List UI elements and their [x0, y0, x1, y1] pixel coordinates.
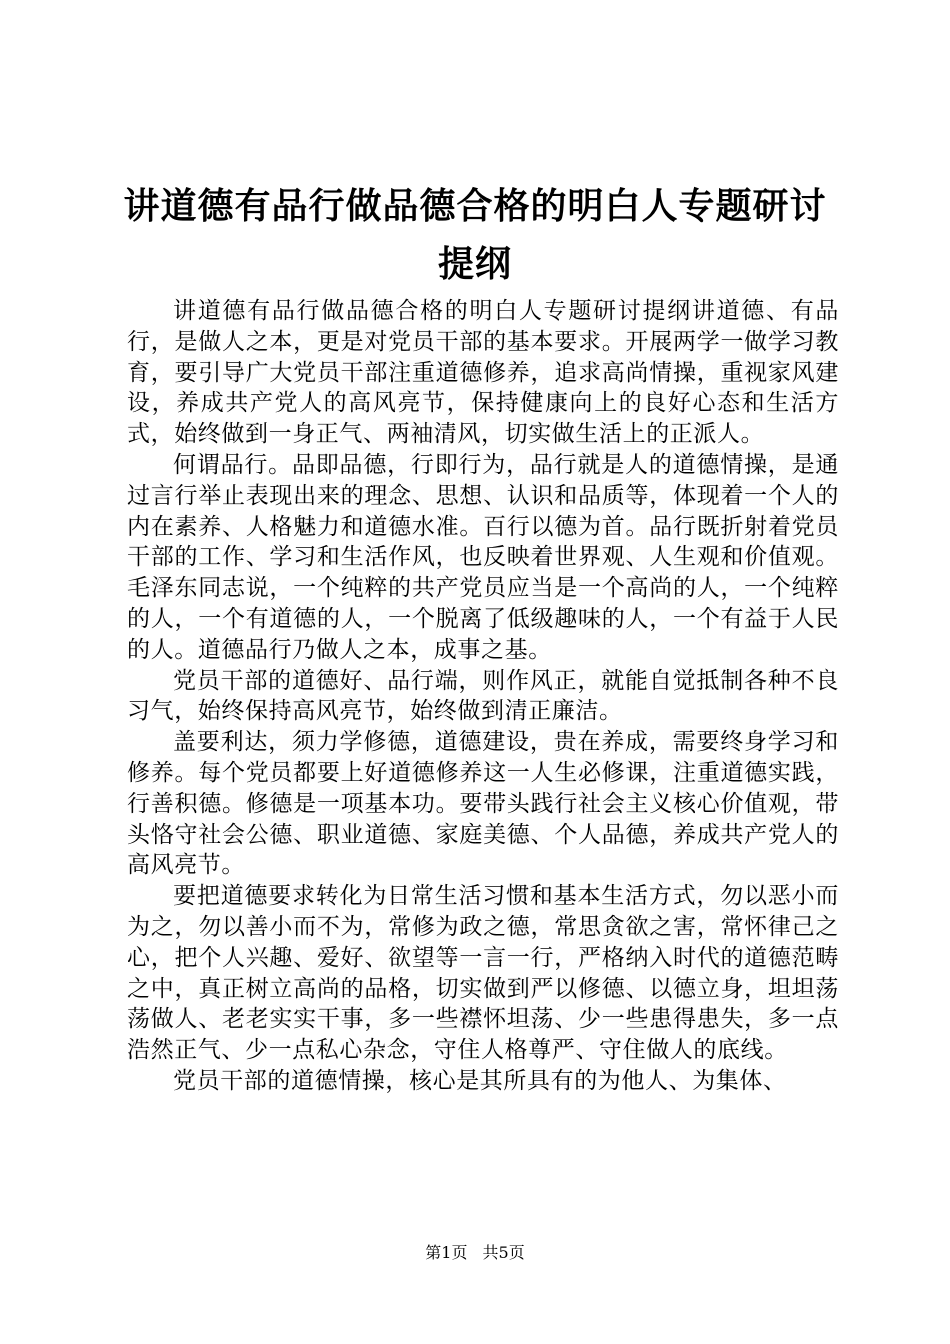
paragraph: 要把道德要求转化为日常生活习惯和基本生活方式，勿以恶小而为之，勿以善小而不为，常修为政之德，常思贪欲之害，常怀律己之心，把个人兴趣、爱好、欲望等一言一行，严格纳入时代的道德范畴之中，真正树立高尚的品格，切实做到严以修德、以德立身，坦坦荡荡做人、老老实实干事，多一些襟怀坦荡、少一些患得患失，多一点浩然正气、少一点私心杂念，守住人格尊严、守住做人的底线。 [127, 883, 839, 1064]
page-total: 共5页 [482, 1243, 525, 1262]
paragraph: 盖要利达，须力学修德，道德建设，贵在养成，需要终身学习和修养。每个党员都要上好道德修养这一人生必修课，注重道德实践，行善积德。修德是一项基本功。要带头践行社会主义核心价值观，带头恪守社会公德、职业道德、家庭美德、个人品德，养成共产党人的高风亮节。 [127, 729, 839, 879]
document-body [127, 296, 839, 1097]
paragraph: 讲道德有品行做品德合格的明白人专题研讨提纲讲道德、有品行，是做人之本，更是对党员干部的基本要求。开展两学一做学习教育，要引导广大党员干部注重道德修养，追求高尚情操，重视家风建设，养成共产党人的高风亮节，保持健康向上的良好心态和生活方式，始终做到一身正气、两袖清风，切实做生活上的正派人。 [127, 298, 839, 448]
document-title: 讲道德有品行做品德合格的明白人专题研讨提纲 [123, 186, 827, 285]
paragraph: 党员干部的道德好、品行端，则作风正，就能自觉抵制各种不良习气，始终保持高风亮节，始终做到清正廉洁。 [127, 667, 839, 725]
page-footer [0, 1243, 950, 1263]
paragraph: 何谓品行。品即品德，行即行为，品行就是人的道德情操，是通过言行举止表现出来的理念、思想、认识和品质等，体现着一个人的内在素养、人格魅力和道德水准。百行以德为首。品行既折射着党员干部的工作、学习和生活作风，也反映着世界观、人生观和价值观。毛泽东同志说，一个纯粹的共产党员应当是一个高尚的人，一个纯粹的人，一个有道德的人，一个脱离了低级趣味的人，一个有益于人民的人。道德品行乃做人之本，成事之基。 [127, 451, 839, 663]
page-number: 第1页 [425, 1243, 468, 1262]
paragraph: 党员干部的道德情操，核心是其所具有的为他人、为集体、 [173, 1067, 787, 1094]
